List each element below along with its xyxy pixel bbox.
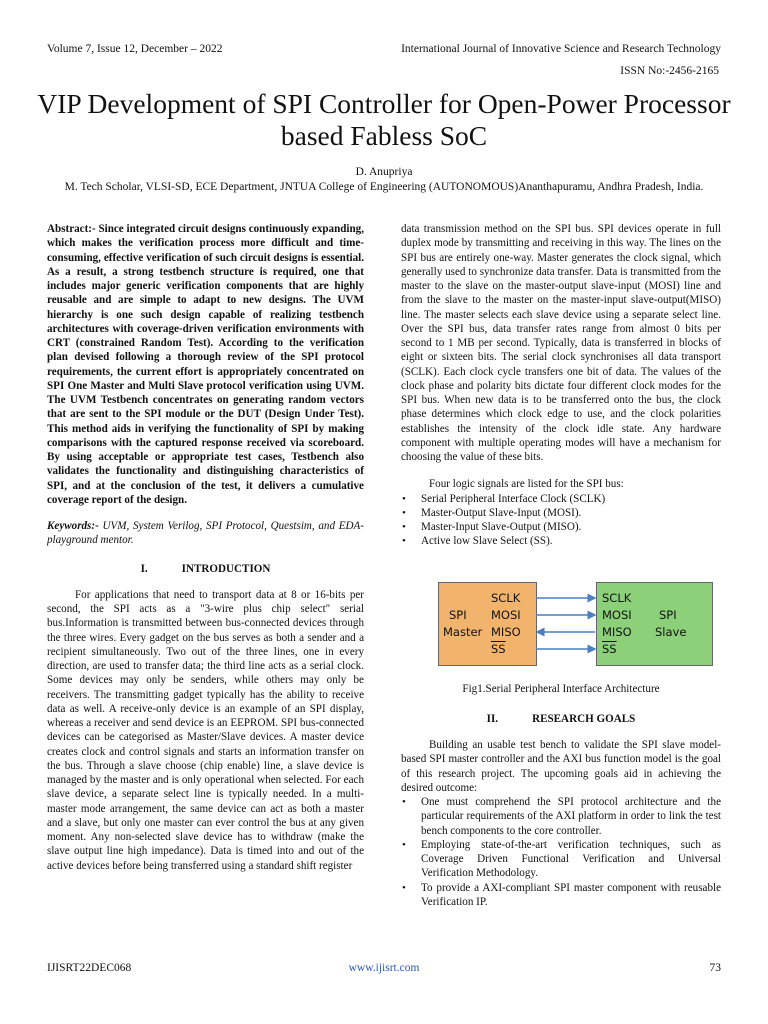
keywords	[47, 519, 364, 548]
list-item: • Serial Peripheral Interface Clock (SCLK)	[401, 492, 721, 506]
signal-list	[401, 492, 721, 549]
section-title: INTRODUCTION	[181, 562, 271, 575]
left-column	[47, 222, 364, 873]
figure-caption: Fig1.Serial Peripheral Interface Architecture	[462, 682, 660, 695]
spi-master-block	[438, 582, 537, 666]
volume-info: Volume 7, Issue 12, December – 2022	[47, 43, 223, 55]
author-name: D. Anupriya	[355, 166, 413, 178]
abstract: Abstract:- Since integrated circuit designs continuously expanding, which makes the verification process more difficult and time-consuming, effective verification of such circuit designs is essential. As a result, a strong testbench structure is required, one that includes major generic verification components that are highly reusable and are simple to adapt to new designs. The UVM hierarchy is one such design capable of realizing testbench architectures with coverage-driven verification environments with CRT (constrained Random Test). According to the verification plan devised following a thorough review of the SPI protocol requirements, the current effort is appropriately concentrated on SPI One Master and Multi Slave protocol verification using UVM. The UVM Testbench concentrates on generating random vectors that are sent to the SPI module or the DUT (Design Under Test). This method aids in verifying the functionality of SPI by making comparisons with the captured response received via scoreboard. By using acceptable or appropriate test cases, Testbench also validates the functionality and distinguishing characteristics of SPI, and at the conclusion of the test, it delivers a cumulative coverage report of the design.	[47, 223, 364, 506]
journal-name: International Journal of Innovative Science and Research Technology	[401, 43, 721, 55]
goals-list	[401, 795, 721, 909]
signals-intro: Four logic signals are listed for the SPI bus:	[429, 478, 624, 491]
slave-label-2: Slave	[655, 624, 687, 639]
master-pin-ss: $\overline{SS}$	[491, 641, 506, 656]
journal-website-link[interactable]: www.ijisrt.com	[348, 962, 420, 974]
list-item: • Master-Input Slave-Output (MISO).	[401, 520, 721, 534]
spi-description-paragraph: data transmission method on the SPI bus. SPI devices operate in full duplex mode by transmitting and receiving in this way. The lines on the SPI bus are entirely one-way. Master generates the clock signal, which generally used to synchronize data transfer. Data is transmitted from the master to the slave on the master-output slave-input (MOSI) line and from the slave to the master on the master-input slave-output(MISO) line. The master selects each slave device using a separate select line. Over the SPI bus, data transfer rates range from almost 0 bits per second to 1 MB per second. Typically, data is transferred in blocks of eight or sixteen bits. The serial clock synchronises all data transport (SCLK). Each clock cycle transfers one bit of data. The values of the clock phase and polarity bits dictate four different clock modes for the SPI bus. When new data is to be transferred onto the bus, the clock phase determines which clock edge to use, and the clock polarities establishes the intensity of the clock idle state. Any hardware component with multiple operating modes will have a mechanism for choosing the value of these bits.	[401, 223, 721, 463]
section-heading-introduction	[47, 562, 364, 576]
author-affiliation: M. Tech Scholar, VLSI-SD, ECE Department, JNTUA College of Engineering (AUTONOMOUS)Ananthapuramu, Andhra Pradesh, India.	[64, 181, 704, 193]
list-item: • To provide a AXI-compliant SPI master component with reusable Verification IP.	[401, 881, 721, 910]
master-label-2: Master	[443, 624, 483, 639]
section-number: II.	[486, 712, 499, 725]
slave-pin-ss: $\overline{SS}$	[602, 641, 617, 656]
master-pin-sclk: SCLK	[491, 590, 521, 605]
keywords-label: Keywords:-	[47, 520, 99, 532]
spi-slave-block	[596, 582, 713, 666]
slave-label-1: SPI	[659, 607, 677, 622]
list-item: • Employing state-of-the-art verification techniques, such as Coverage Driven Functional Verification and Universal Verification Methodology.	[401, 838, 721, 881]
slave-pin-miso: MISO	[602, 624, 632, 639]
section-title: RESEARCH GOALS	[532, 712, 636, 725]
list-item: • One must comprehend the SPI protocol architecture and the particular requirements of the AXI platform in order to link the test bench components to the core controller.	[401, 795, 721, 838]
section-heading-research-goals	[401, 712, 721, 726]
research-goals-paragraph: Building an usable test bench to validate the SPI slave model-based SPI master controller and the AXI bus function model is the goal of this research project. The upcoming goals aid in achieving the desired outcome:	[401, 739, 721, 794]
paper-code: IJISRT22DEC068	[47, 962, 132, 974]
slave-pin-sclk: SCLK	[602, 590, 632, 605]
section-number: I.	[140, 562, 148, 575]
right-column	[401, 222, 721, 909]
list-item: • Master-Output Slave-Input (MOSI).	[401, 506, 721, 520]
paper-title: VIP Development of SPI Controller for Open-Power Processor based Fabless SoC	[37, 88, 731, 151]
issn-number: ISSN No:-2456-2165	[620, 65, 719, 77]
master-pin-miso: MISO	[491, 624, 521, 639]
signal-arrows	[535, 582, 597, 666]
list-item: • Active low Slave Select (SS).	[401, 534, 721, 548]
introduction-paragraph: For applications that need to transport data at 8 or 16-bits per second, the SPI acts as a "3-wire plus chip select" serial bus.Information is transmitted between bus-connected devices through the three wires. Every gadget on the bus serves as both a sender and a recipient simultaneously. Two out of the three lines, one in every direction, are used to transfer data; the third line acts as a serial clock. Some devices may only be senders, while others may only be receivers. The transmitting gadget typically has the ability to receive data as well. A receive-only device is an example of an SPI display, whereas a receiver and send device is an EEPROM. SPI bus-connected devices can be categorised as Master/Slave devices. A master device creates clock and control signals and starts an information transfer on the bus. Through a slave choose (chip enable) line, a slave device is managed by the master and is only operational when selected. For each slave device, a separate select line is typically needed. In a multi-master mode arrangement, the same device can act as both a master and a slave, but only one master can ever control the bus at any given moment. Any non-selected slave device has to withdraw (make the slave output line high impedance). Data is timed into and out of the active devices before being transferred using a standard shift register	[47, 588, 364, 872]
spi-architecture-figure	[438, 582, 712, 666]
keywords-text: UVM, System Verilog, SPI Protocol, Questsim, and EDA-playground mentor.	[47, 520, 364, 547]
page-number: 73	[709, 962, 721, 974]
slave-pin-mosi: MOSI	[602, 607, 632, 622]
master-label-1: SPI	[449, 607, 467, 622]
master-pin-mosi: MOSI	[491, 607, 521, 622]
